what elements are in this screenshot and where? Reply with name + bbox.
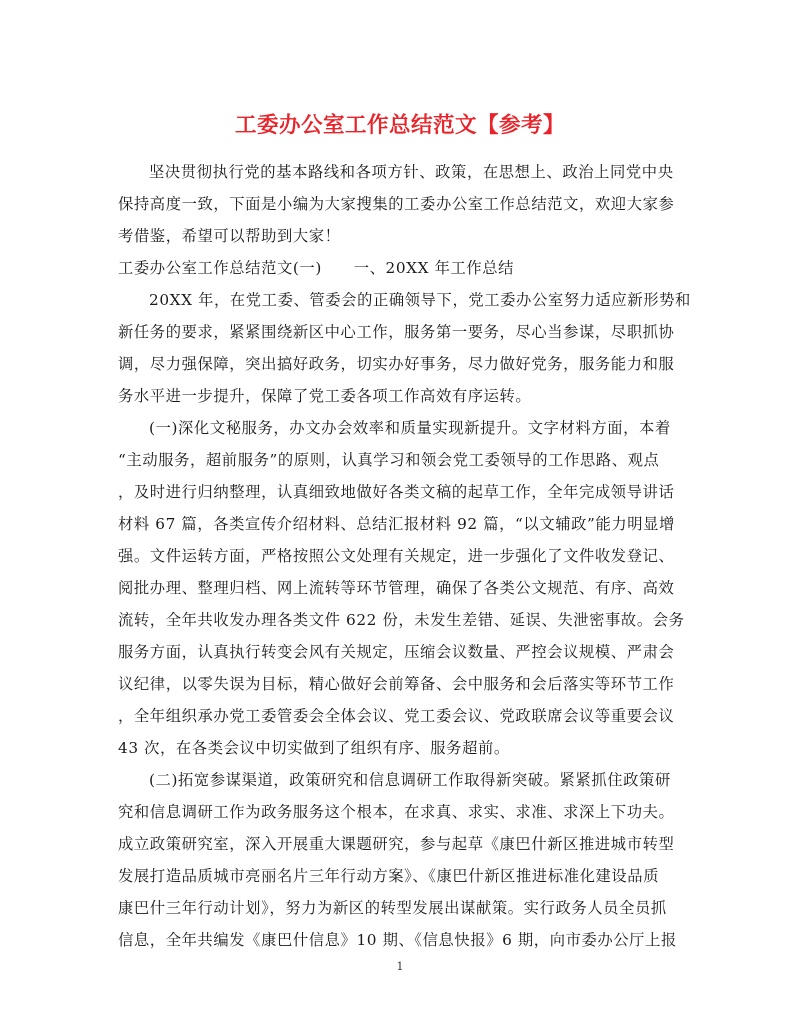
document-title: 工委办公室工作总结范文【参考】	[234, 113, 565, 138]
paragraph-line: ，全年组织承办党工委管委会全体会议、党工委会议、党政联席会议等重要会议	[118, 707, 675, 725]
paragraph-line: 康巴什三年行动计划》，努力为新区的转型发展出谋献策。实行政务人员全员抓	[118, 899, 667, 917]
paragraph-line: 议纪律，以零失误为目标，精心做好会前筹备、会中服务和会后落实等环节工作	[118, 675, 675, 693]
paragraph-line: 20XX 年，在党工委、管委会的正确领导下，党工委办公室努力适应新形势和	[149, 291, 691, 309]
paragraph-line: 考借鉴，希望可以帮助到大家！	[118, 227, 341, 245]
paragraph-line: 究和信息调研工作为政务服务这个根本，在求真、求实、求准、求深上下功夫。	[118, 803, 675, 821]
paragraph-line: (一)深化文秘服务，办文办会效率和质量实现新提升。文字材料方面，本着	[149, 419, 671, 437]
paragraph-line: 调，尽力强保障，突出搞好政务，切实办好事务，尽力做好党务，服务能力和服	[118, 355, 675, 373]
paragraph-line: 服务方面，认真执行转变会风有关规定，压缩会议数量、严控会议规模、严肃会	[118, 643, 675, 661]
paragraph-line: 成立政策研究室，深入开展重大课题研究，参与起草《康巴什新区推进城市转型	[118, 835, 675, 853]
paragraph-line: “主动服务，超前服务”的原则，认真学习和领会党工委领导的工作思路、观点	[118, 451, 660, 469]
paragraph-line: 坚决贯彻执行党的基本路线和各项方针、政策，在思想上、政治上同党中央	[149, 163, 674, 181]
paragraph-line: ，及时进行归纳整理，认真细致地做好各类文稿的起草工作，全年完成领导讲话	[118, 483, 675, 501]
paragraph-line: 阅批办理、整理归档、网上流转等环节管理，确保了各类公文规范、有序、高效	[118, 579, 675, 597]
paragraph-line: 强。文件运转方面，严格按照公文处理有关规定，进一步强化了文件收发登记、	[118, 547, 675, 565]
paragraph-line: 材料 67 篇，各类宣传介绍材料、总结汇报材料 92 篇，“以文辅政”能力明显增	[118, 515, 675, 533]
paragraph-line: 保持高度一致，下面是小编为大家搜集的工委办公室工作总结范文，欢迎大家参	[118, 195, 675, 213]
paragraph-line: (二)拓宽参谋渠道，政策研究和信息调研工作取得新突破。紧紧抓住政策研	[149, 771, 671, 789]
page-number: 1	[396, 960, 404, 973]
paragraph-line: 信息，全年共编发《康巴什信息》10 期、《信息快报》6 期，向市委办公厅上报	[118, 931, 677, 949]
paragraph-line: 发展打造品质城市亮丽名片三年行动方案》、《康巴什新区推进标准化建设品质	[118, 867, 660, 885]
paragraph-line: 流转，全年共收发办理各类文件 622 份，未发生差错、延误、失泄密事故。会务	[118, 611, 685, 629]
paragraph-line: 43 次，在各类会议中切实做到了组织有序、服务超前。	[118, 739, 510, 757]
paragraph-line: 新任务的要求，紧紧围绕新区中心工作，服务第一要务，尽心当参谋，尽职抓协	[118, 323, 675, 341]
paragraph-line: 务水平进一步提升，保障了党工委各项工作高效有序运转。	[118, 387, 532, 405]
paragraph-line: 工委办公室工作总结范文(一) 一、20XX 年工作总结	[118, 259, 515, 277]
